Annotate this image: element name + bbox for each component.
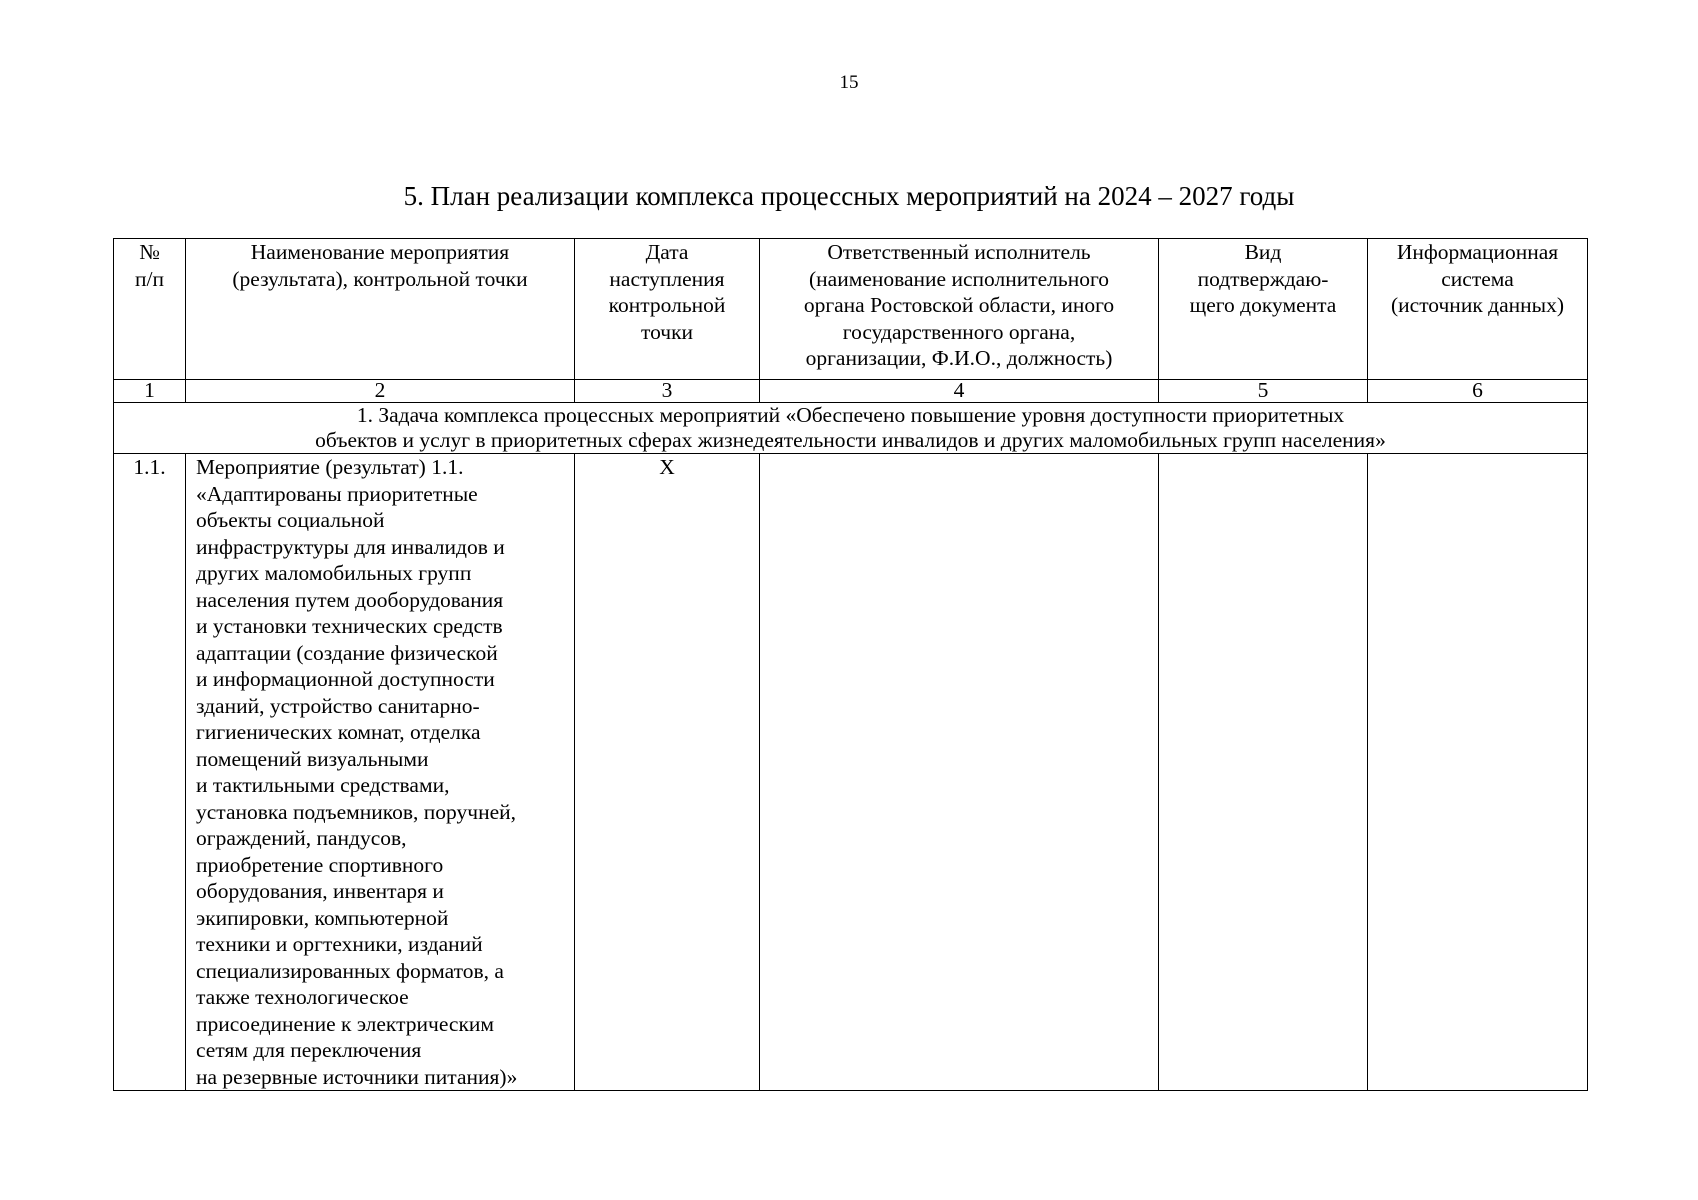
text-line: Информационная	[1396, 240, 1559, 264]
column-numbers-row	[114, 380, 1588, 403]
text-line: №	[139, 240, 160, 264]
text-line: щего документа	[1189, 293, 1337, 317]
text-line: Ответственный исполнитель	[827, 240, 1091, 264]
text-line: Наименование мероприятия	[250, 240, 510, 264]
header-info-system	[1368, 239, 1588, 380]
column-number: 4	[760, 380, 1159, 403]
text-line: сетям для переключения	[196, 1038, 422, 1062]
row-number: 1.1.	[114, 454, 186, 1091]
page-title: 5. План реализации комплекса процессных мероприятий на 2024 – 2027 годы	[403, 181, 1295, 211]
text-line: оборудования, инвентаря и	[196, 879, 444, 903]
text-line: адаптации (создание физической	[196, 640, 498, 665]
text-line: 1. Задача комплекса процессных мероприятий «Обеспечено повышение уровня доступности приоритетных	[356, 403, 1345, 427]
text-line: техники и оргтехники, изданий	[196, 932, 483, 956]
page-number: 15	[839, 72, 859, 93]
text-line: и тактильными средствами,	[196, 773, 450, 797]
task-row	[114, 403, 1588, 454]
table-header-row	[114, 239, 1588, 380]
row-document	[1159, 454, 1368, 1091]
text-line: экипировки, компьютерной	[196, 905, 449, 930]
text-line: других маломобильных групп	[196, 561, 472, 585]
column-number: 6	[1368, 380, 1588, 403]
text-line: специализированных форматов, а	[196, 958, 504, 983]
header-responsible	[760, 239, 1159, 380]
text-line: на резервные источники питания)»	[196, 1064, 518, 1089]
text-line: наступления	[609, 266, 725, 291]
row-date: X	[575, 454, 760, 1091]
text-line: ограждений, пандусов,	[196, 826, 407, 850]
text-line: государственного органа,	[842, 319, 1076, 344]
header-number	[114, 239, 186, 380]
text-line: система	[1441, 266, 1514, 291]
text-line: (результата), контрольной точки	[232, 266, 528, 291]
text-line: также технологическое	[196, 985, 409, 1009]
text-line: объекты социальной	[196, 508, 385, 532]
text-line: Мероприятие (результат) 1.1.	[196, 455, 464, 479]
text-line: п/п	[135, 266, 164, 291]
text-line: (источник данных)	[1390, 293, 1564, 317]
text-line: и установки технических средств	[196, 614, 503, 638]
task-heading	[114, 403, 1588, 454]
text-line: «Адаптированы приоритетные	[196, 481, 478, 506]
text-line: объектов и услуг в приоритетных сферах жизнедеятельности инвалидов и других маломобильных групп населения»	[315, 428, 1386, 452]
header-name	[186, 239, 575, 380]
text-line: помещений визуальными	[196, 746, 429, 771]
text-line: (наименование исполнительного	[809, 266, 1109, 291]
row-name	[186, 454, 575, 1091]
column-number: 3	[575, 380, 760, 403]
table-row	[114, 454, 1588, 1091]
row-info-system	[1368, 454, 1588, 1091]
text-line: инфраструктуры для инвалидов и	[196, 534, 505, 559]
text-line: Вид	[1244, 240, 1282, 264]
column-number: 1	[114, 380, 186, 403]
text-line: населения путем дооборудования	[196, 587, 504, 612]
text-line: подтверждаю-	[1197, 266, 1329, 291]
header-document	[1159, 239, 1368, 380]
row-responsible	[760, 454, 1159, 1091]
text-line: зданий, устройство санитарно-	[196, 693, 480, 718]
column-number: 2	[186, 380, 575, 403]
text-line: приобретение спортивного	[196, 852, 444, 877]
text-line: точки	[640, 319, 694, 344]
text-line: организации, Ф.И.О., должность)	[805, 346, 1113, 370]
text-line: присоединение к электрическим	[196, 1011, 494, 1036]
header-date	[575, 239, 760, 380]
plan-table	[113, 238, 1588, 1091]
column-number: 5	[1159, 380, 1368, 403]
text-line: органа Ростовской области, иного	[803, 293, 1115, 317]
text-line: гигиенических комнат, отделка	[196, 720, 481, 744]
text-line: контрольной	[608, 293, 726, 317]
text-line: Дата	[645, 240, 689, 264]
text-line: установка подъемников, поручней,	[196, 799, 517, 824]
text-line: и информационной доступности	[196, 667, 495, 691]
